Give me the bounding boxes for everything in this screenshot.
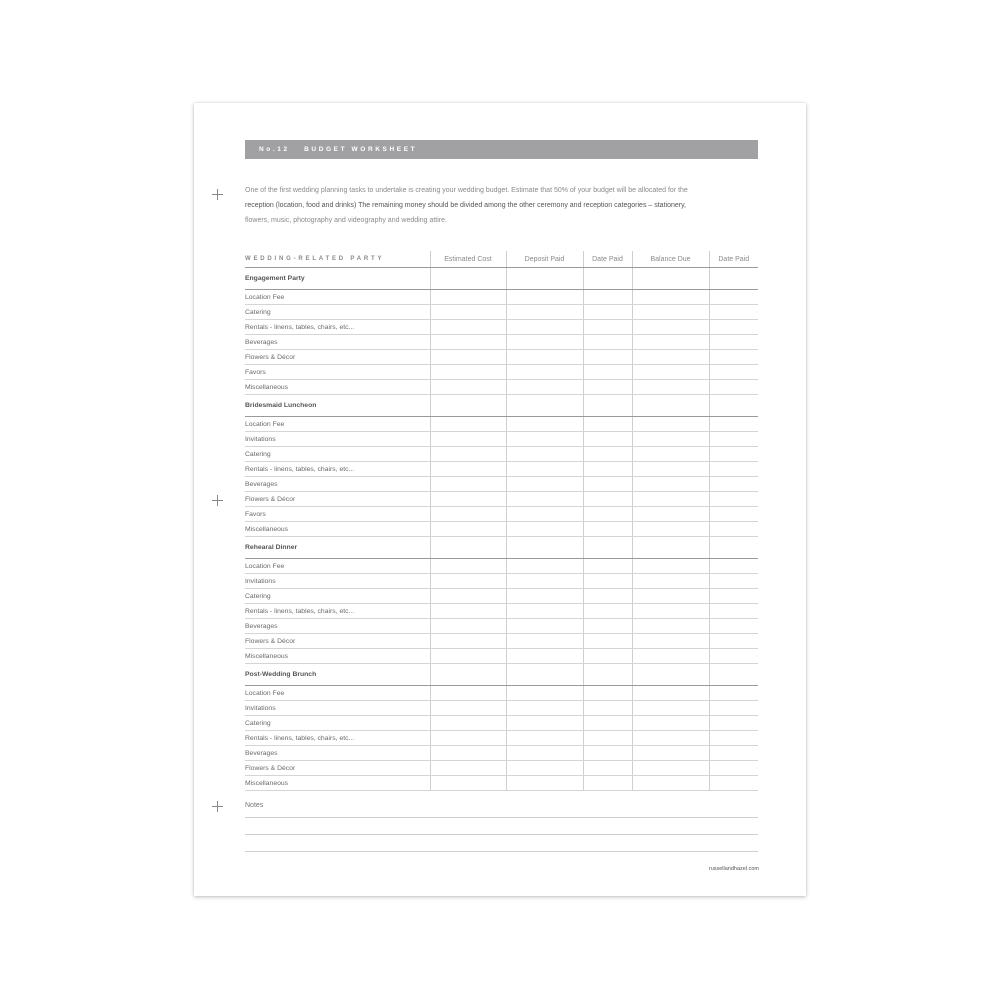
section-header-row [245, 395, 758, 417]
amount-cell[interactable] [632, 462, 709, 477]
amount-cell[interactable] [430, 776, 506, 791]
amount-cell[interactable] [709, 619, 758, 634]
amount-cell[interactable] [709, 746, 758, 761]
amount-cell[interactable] [632, 290, 709, 305]
amount-cell[interactable] [632, 761, 709, 776]
section-header-row [245, 268, 758, 290]
line-item-label: Rentals - linens, tables, chairs, etc... [245, 604, 430, 619]
column-header: Date Paid [583, 251, 632, 268]
amount-cell[interactable] [506, 320, 583, 335]
line-item-label: Flowers & Décor [245, 350, 430, 365]
amount-cell[interactable] [583, 731, 632, 746]
column-header: Estimated Cost [430, 251, 506, 268]
amount-cell[interactable] [430, 604, 506, 619]
amount-cell[interactable] [506, 686, 583, 701]
column-header: WEDDING-RELATED PARTY [245, 251, 430, 268]
amount-cell[interactable] [632, 589, 709, 604]
table-row [245, 522, 758, 537]
table-row [245, 649, 758, 664]
crop-mark-icon [212, 189, 223, 200]
table-row [245, 365, 758, 380]
table-row [245, 776, 758, 791]
amount-cell[interactable] [506, 492, 583, 507]
amount-cell[interactable] [583, 589, 632, 604]
amount-cell[interactable] [430, 268, 506, 290]
table-row [245, 320, 758, 335]
crop-mark-icon [212, 801, 223, 812]
amount-cell[interactable] [709, 664, 758, 686]
line-item-label: Location Fee [245, 686, 430, 701]
amount-cell[interactable] [430, 447, 506, 462]
amount-cell[interactable] [583, 305, 632, 320]
table-row [245, 380, 758, 395]
amount-cell[interactable] [632, 664, 709, 686]
amount-cell[interactable] [430, 335, 506, 350]
table-row [245, 290, 758, 305]
worksheet-page [194, 103, 806, 896]
line-item-label: Miscellaneous [245, 522, 430, 537]
amount-cell[interactable] [583, 619, 632, 634]
line-item-label: Beverages [245, 746, 430, 761]
amount-cell[interactable] [709, 761, 758, 776]
amount-cell[interactable] [632, 701, 709, 716]
line-item-label: Invitations [245, 701, 430, 716]
amount-cell[interactable] [709, 634, 758, 649]
column-header: Date Paid [709, 251, 758, 268]
amount-cell[interactable] [583, 290, 632, 305]
crop-mark-icon [212, 495, 223, 506]
amount-cell[interactable] [709, 731, 758, 746]
amount-cell[interactable] [506, 522, 583, 537]
line-item-label: Flowers & Décor [245, 492, 430, 507]
notes-label: Notes [245, 800, 758, 818]
amount-cell[interactable] [632, 492, 709, 507]
amount-cell[interactable] [430, 492, 506, 507]
amount-cell[interactable] [632, 432, 709, 447]
line-item-label: Favors [245, 365, 430, 380]
table-row [245, 559, 758, 574]
footer-website: russellandhazel.com [708, 866, 759, 872]
table-row [245, 477, 758, 492]
amount-cell[interactable] [632, 395, 709, 417]
amount-cell[interactable] [506, 537, 583, 559]
amount-cell[interactable] [709, 350, 758, 365]
amount-cell[interactable] [430, 417, 506, 432]
amount-cell[interactable] [709, 335, 758, 350]
amount-cell[interactable] [430, 380, 506, 395]
amount-cell[interactable] [583, 447, 632, 462]
amount-cell[interactable] [709, 492, 758, 507]
amount-cell[interactable] [430, 290, 506, 305]
amount-cell[interactable] [506, 701, 583, 716]
line-item-label: Favors [245, 507, 430, 522]
amount-cell[interactable] [709, 649, 758, 664]
table-header-row [245, 251, 758, 268]
amount-cell[interactable] [583, 686, 632, 701]
amount-cell[interactable] [632, 604, 709, 619]
line-item-label: Catering [245, 716, 430, 731]
amount-cell[interactable] [430, 664, 506, 686]
amount-cell[interactable] [632, 477, 709, 492]
amount-cell[interactable] [506, 731, 583, 746]
amount-cell[interactable] [430, 589, 506, 604]
amount-cell[interactable] [583, 649, 632, 664]
table-row [245, 507, 758, 522]
amount-cell[interactable] [583, 604, 632, 619]
line-item-label: Invitations [245, 432, 430, 447]
amount-cell[interactable] [709, 380, 758, 395]
table-row [245, 335, 758, 350]
worksheet-number: No.12 [259, 146, 290, 153]
amount-cell[interactable] [709, 477, 758, 492]
amount-cell[interactable] [709, 559, 758, 574]
amount-cell[interactable] [709, 290, 758, 305]
amount-cell[interactable] [506, 664, 583, 686]
line-item-label: Catering [245, 447, 430, 462]
amount-cell[interactable] [506, 417, 583, 432]
amount-cell[interactable] [583, 634, 632, 649]
amount-cell[interactable] [506, 507, 583, 522]
amount-cell[interactable] [583, 462, 632, 477]
amount-cell[interactable] [709, 365, 758, 380]
amount-cell[interactable] [430, 350, 506, 365]
line-item-label: Catering [245, 589, 430, 604]
amount-cell[interactable] [583, 537, 632, 559]
amount-cell[interactable] [632, 268, 709, 290]
amount-cell[interactable] [583, 380, 632, 395]
amount-cell[interactable] [430, 320, 506, 335]
table-row [245, 350, 758, 365]
intro-line-2: reception (location, food and drinks) The remaining money should be divided among the other ceremony and reception categories – stationery, [245, 202, 686, 209]
amount-cell[interactable] [632, 335, 709, 350]
amount-cell[interactable] [506, 335, 583, 350]
table-row [245, 761, 758, 776]
amount-cell[interactable] [506, 290, 583, 305]
amount-cell[interactable] [709, 417, 758, 432]
amount-cell[interactable] [709, 447, 758, 462]
table-row [245, 746, 758, 761]
amount-cell[interactable] [632, 365, 709, 380]
amount-cell[interactable] [632, 634, 709, 649]
amount-cell[interactable] [506, 619, 583, 634]
amount-cell[interactable] [430, 716, 506, 731]
title-bar [245, 140, 758, 159]
amount-cell[interactable] [709, 305, 758, 320]
table-row [245, 619, 758, 634]
table-row [245, 462, 758, 477]
amount-cell[interactable] [632, 320, 709, 335]
amount-cell[interactable] [632, 350, 709, 365]
table-row [245, 574, 758, 589]
amount-cell[interactable] [430, 634, 506, 649]
amount-cell[interactable] [632, 417, 709, 432]
intro-line-1: One of the first wedding planning tasks to undertake is creating your wedding budget. Estimate that 50% of your budget will be allocated for the [245, 187, 688, 194]
amount-cell[interactable] [583, 365, 632, 380]
amount-cell[interactable] [583, 320, 632, 335]
line-item-label: Catering [245, 305, 430, 320]
amount-cell[interactable] [632, 559, 709, 574]
table-row [245, 634, 758, 649]
line-item-label: Rentals - linens, tables, chairs, etc... [245, 320, 430, 335]
amount-cell[interactable] [583, 268, 632, 290]
notes-line[interactable] [245, 818, 758, 835]
amount-cell[interactable] [709, 716, 758, 731]
amount-cell[interactable] [709, 589, 758, 604]
amount-cell[interactable] [632, 776, 709, 791]
amount-cell[interactable] [506, 604, 583, 619]
amount-cell[interactable] [632, 447, 709, 462]
section-title: Bridesmaid Luncheon [245, 395, 430, 417]
section-header-row [245, 664, 758, 686]
line-item-label: Miscellaneous [245, 380, 430, 395]
amount-cell[interactable] [430, 462, 506, 477]
line-item-label: Beverages [245, 619, 430, 634]
table-row [245, 731, 758, 746]
amount-cell[interactable] [506, 432, 583, 447]
amount-cell[interactable] [506, 477, 583, 492]
amount-cell[interactable] [430, 686, 506, 701]
amount-cell[interactable] [506, 447, 583, 462]
amount-cell[interactable] [583, 335, 632, 350]
amount-cell[interactable] [583, 664, 632, 686]
amount-cell[interactable] [583, 432, 632, 447]
amount-cell[interactable] [430, 395, 506, 417]
amount-cell[interactable] [632, 619, 709, 634]
amount-cell[interactable] [430, 507, 506, 522]
table-row [245, 417, 758, 432]
amount-cell[interactable] [506, 776, 583, 791]
amount-cell[interactable] [506, 305, 583, 320]
amount-cell[interactable] [583, 761, 632, 776]
amount-cell[interactable] [632, 305, 709, 320]
amount-cell[interactable] [506, 761, 583, 776]
budget-table [245, 251, 758, 791]
amount-cell[interactable] [709, 574, 758, 589]
line-item-label: Miscellaneous [245, 776, 430, 791]
table-row [245, 447, 758, 462]
line-item-label: Invitations [245, 574, 430, 589]
amount-cell[interactable] [506, 462, 583, 477]
amount-cell[interactable] [583, 716, 632, 731]
amount-cell[interactable] [506, 649, 583, 664]
line-item-label: Location Fee [245, 290, 430, 305]
amount-cell[interactable] [632, 649, 709, 664]
section-title: Rehearal Dinner [245, 537, 430, 559]
table-row [245, 432, 758, 447]
amount-cell[interactable] [632, 716, 709, 731]
amount-cell[interactable] [583, 492, 632, 507]
line-item-label: Flowers & Décor [245, 761, 430, 776]
amount-cell[interactable] [632, 507, 709, 522]
amount-cell[interactable] [506, 589, 583, 604]
table-row [245, 492, 758, 507]
line-item-label: Location Fee [245, 559, 430, 574]
amount-cell[interactable] [583, 507, 632, 522]
amount-cell[interactable] [430, 731, 506, 746]
amount-cell[interactable] [709, 604, 758, 619]
line-item-label: Rentals - linens, tables, chairs, etc... [245, 462, 430, 477]
notes-line[interactable] [245, 835, 758, 852]
amount-cell[interactable] [632, 686, 709, 701]
amount-cell[interactable] [430, 746, 506, 761]
amount-cell[interactable] [430, 305, 506, 320]
amount-cell[interactable] [632, 537, 709, 559]
amount-cell[interactable] [632, 731, 709, 746]
section-title: Post-Wedding Brunch [245, 664, 430, 686]
amount-cell[interactable] [506, 559, 583, 574]
line-item-label: Location Fee [245, 417, 430, 432]
table-row [245, 716, 758, 731]
amount-cell[interactable] [430, 432, 506, 447]
amount-cell[interactable] [506, 634, 583, 649]
line-item-label: Beverages [245, 335, 430, 350]
amount-cell[interactable] [632, 380, 709, 395]
table-row [245, 589, 758, 604]
amount-cell[interactable] [583, 417, 632, 432]
amount-cell[interactable] [430, 537, 506, 559]
line-item-label: Flowers & Décor [245, 634, 430, 649]
amount-cell[interactable] [430, 701, 506, 716]
amount-cell[interactable] [709, 776, 758, 791]
amount-cell[interactable] [709, 395, 758, 417]
amount-cell[interactable] [506, 350, 583, 365]
table-row [245, 701, 758, 716]
section-header-row [245, 537, 758, 559]
amount-cell[interactable] [709, 522, 758, 537]
table-row [245, 604, 758, 619]
amount-cell[interactable] [709, 686, 758, 701]
intro-line-3: flowers, music, photography and videography and wedding attire. [245, 217, 447, 224]
amount-cell[interactable] [430, 619, 506, 634]
notes-section [245, 800, 758, 852]
amount-cell[interactable] [506, 380, 583, 395]
amount-cell[interactable] [583, 350, 632, 365]
intro-paragraph [245, 183, 758, 228]
amount-cell[interactable] [430, 522, 506, 537]
amount-cell[interactable] [430, 559, 506, 574]
amount-cell[interactable] [709, 507, 758, 522]
amount-cell[interactable] [709, 432, 758, 447]
column-header: Deposit Paid [506, 251, 583, 268]
amount-cell[interactable] [632, 746, 709, 761]
amount-cell[interactable] [709, 462, 758, 477]
table-row [245, 305, 758, 320]
amount-cell[interactable] [709, 320, 758, 335]
worksheet-title: BUDGET WORKSHEET [304, 146, 418, 153]
amount-cell[interactable] [583, 477, 632, 492]
amount-cell[interactable] [430, 477, 506, 492]
line-item-label: Miscellaneous [245, 649, 430, 664]
table-row [245, 686, 758, 701]
amount-cell[interactable] [430, 365, 506, 380]
amount-cell[interactable] [506, 395, 583, 417]
amount-cell[interactable] [506, 746, 583, 761]
amount-cell[interactable] [583, 395, 632, 417]
amount-cell[interactable] [583, 746, 632, 761]
amount-cell[interactable] [506, 365, 583, 380]
amount-cell[interactable] [632, 522, 709, 537]
amount-cell[interactable] [583, 559, 632, 574]
section-title: Engagement Party [245, 268, 430, 290]
amount-cell[interactable] [430, 649, 506, 664]
line-item-label: Rentals - linens, tables, chairs, etc... [245, 731, 430, 746]
line-item-label: Beverages [245, 477, 430, 492]
amount-cell[interactable] [430, 574, 506, 589]
amount-cell[interactable] [709, 701, 758, 716]
amount-cell[interactable] [583, 522, 632, 537]
amount-cell[interactable] [506, 268, 583, 290]
amount-cell[interactable] [583, 776, 632, 791]
amount-cell[interactable] [632, 574, 709, 589]
amount-cell[interactable] [430, 761, 506, 776]
amount-cell[interactable] [709, 268, 758, 290]
amount-cell[interactable] [583, 574, 632, 589]
column-header: Balance Due [632, 251, 709, 268]
amount-cell[interactable] [506, 716, 583, 731]
amount-cell[interactable] [709, 537, 758, 559]
amount-cell[interactable] [583, 701, 632, 716]
amount-cell[interactable] [506, 574, 583, 589]
